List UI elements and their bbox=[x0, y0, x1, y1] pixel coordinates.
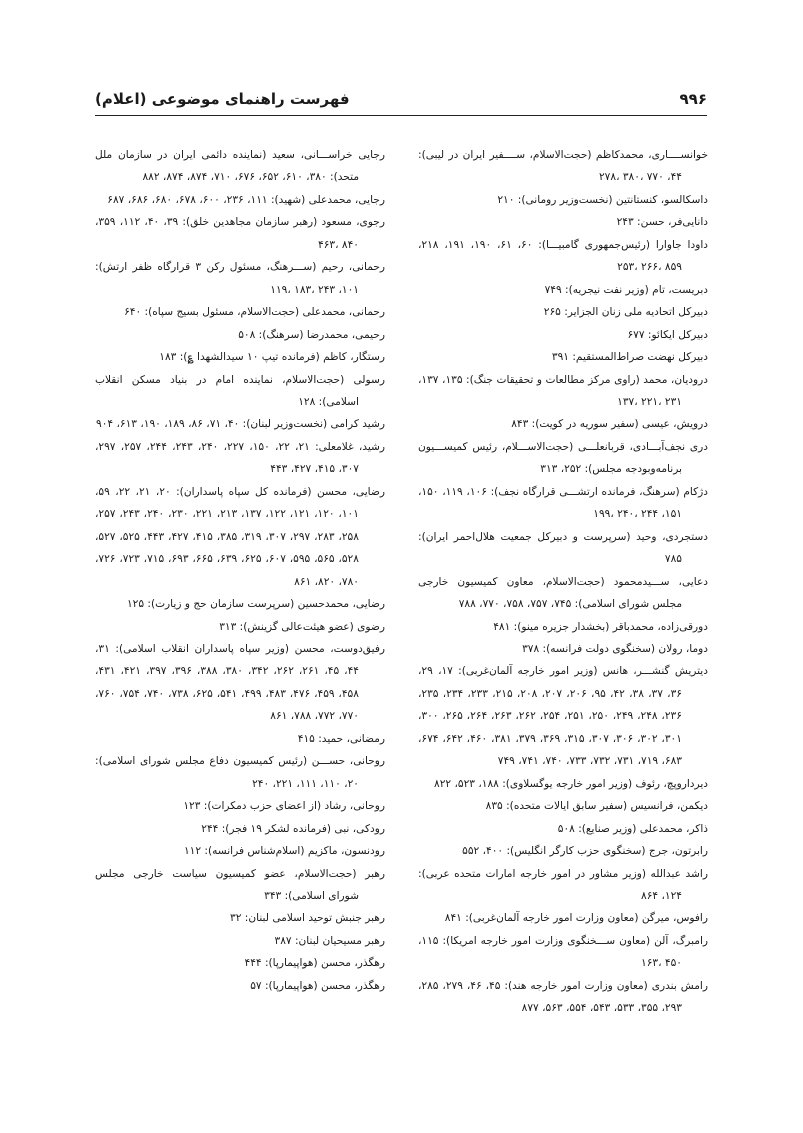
index-entry: رضوی (عضو هیئت‌عالی گزینش): ۳۱۳ bbox=[219, 620, 385, 633]
index-entry: روحانی، حســـن (رئیس کمیسیون دفاع مجلس شورای اسلامی): ۲۰، ۱۱۰، ۱۱۱، ۲۲۱، ۲۴۰ bbox=[95, 755, 385, 790]
index-entry: رستگار، کاظم (فرمانده تیپ ۱۰ سیدالشهدا ؏): ۱۸۳ bbox=[159, 351, 385, 364]
index-entry: رهگذر، محسن (هواپیمارپا): ۵۷ bbox=[250, 979, 385, 992]
index-entry: دژکام (سرهنگ، فرمانده ارتشـــی قرارگاه نجف): ۱۰۶، ۱۱۹، ۱۵۰، ۱۵۱، ۲۴۴ ،۲۴۰ ،۱۹۹ bbox=[418, 485, 708, 521]
index-entry: رسولی (حجت‌الاسلام، نماینده امام در بنیاد مسکن انقلاب اسلامی): ۱۲۸ bbox=[95, 373, 385, 408]
index-entry: دیرداروپچ، رئوف (وزیر امور خارجه یوگسلاوی): ۱۸۸، ۵۲۳، ۸۲۲ bbox=[434, 777, 708, 790]
index-entry: رحمانی، محمدعلی (حجت‌الاسلام، مسئول بسیج سپاه): ۶۴۰ bbox=[124, 306, 385, 319]
index-entry: دستجردی، وحید (سرپرست و دبیرکل جمعیت هلال‌احمر ایران): ۷۸۵ bbox=[418, 530, 708, 566]
index-entry: رجوی، مسعود (رهبر سازمان مجاهدین خلق): ۳۹، ۴۰، ۱۱۲، ۳۵۹، ۸۴۰ ،۴۶۳ bbox=[95, 216, 385, 251]
index-column-right bbox=[418, 144, 708, 1020]
index-entry: رامش بندری (معاون وزارت امور خارجه هند): ۴۵، ۴۶، ۲۷۹، ۲۸۵، ۲۹۳، ۳۵۵، ۵۳۳، ۵۴۳، ۵۵۴، ۵۶۳، ۸۷۷ bbox=[418, 979, 708, 1015]
index-entry: رضایی، محمدحسین (سرپرست سازمان حج و زیارت): ۱۲۵ bbox=[126, 598, 385, 611]
index-entry: دری نجف‌آبـــادی، قربانعلـــی (حجت‌الاســـلام، رئیس کمیســـیون برنامه‌وبودجه مجلس): ۲۵۲، ۳۱۳ bbox=[418, 440, 708, 476]
index-entry: رحیمی، محمدرضا (سرهنگ): ۵۰۸ bbox=[238, 328, 385, 341]
index-entry: داسکالسو، کنستانتین (نخست‌وزیر رومانی): ۲۱۰ bbox=[497, 193, 708, 206]
index-entry: درودیان، محمد (راوی مرکز مطالعات و تحقیقات جنگ): ۱۳۵، ۱۳۷، ۲۳۱ ،۲۲۱ ،۱۳۷ bbox=[418, 373, 708, 408]
index-entry: رجایی، محمدعلی (شهید): ۱۱۱، ۲۳۶، ۶۰۰، ۶۷۸، ۶۸۰، ۶۸۶، ۶۸۷ bbox=[107, 193, 385, 206]
index-entry: رهبر مسیحیان لبنان: ۳۸۷ bbox=[274, 934, 385, 947]
index-entry: رشید، غلامعلی: ۲۱، ۲۲، ۱۵۰، ۲۲۷، ۲۴۰، ۲۴۳، ۲۴۴، ۲۵۷، ۲۹۷، ۳۰۷، ۴۱۵، ۴۲۷، ۴۴۳ bbox=[95, 440, 386, 476]
index-entry: دورقی‌زاده، محمدباقر (بخشدار جزیره مینو): ۴۸۱ bbox=[493, 620, 708, 633]
index-entry: رشید کرامی (نخست‌وزیر لبنان): ۴۰، ۷۱، ۸۶، ۱۸۹، ۱۹۰، ۶۱۳، ۹۰۴ bbox=[96, 418, 385, 431]
index-entry: رودنسون، ماکزیم (اسلام‌شناس فرانسه): ۱۱۲ bbox=[183, 845, 385, 858]
index-entry: رمضانی، حمید: ۴۱۵ bbox=[297, 732, 385, 745]
index-entry: رهبر (حجت‌الاسلام، عضو کمیسیون سیاست خارجی مجلس شورای اسلامی): ۳۴۳ bbox=[95, 867, 385, 902]
index-entry: رامبرگ، آلن (معاون ســـخنگوی وزارت امور خارجه امریکا): ۱۱۵، ۴۵۰ ،۱۶۳ bbox=[418, 934, 708, 970]
index-column-left bbox=[95, 144, 385, 997]
page-number: ۹۹۶ bbox=[679, 90, 707, 108]
index-entry: دانایی‌فر، حسن: ۲۴۳ bbox=[616, 216, 708, 229]
index-entry: روحانی، رشاد (از اعضای حزب دمکرات): ۱۲۳ bbox=[183, 800, 385, 813]
index-entry: خوانســــاری، محمدکاظم (حجت‌الاسلام، ســــفیر ایران در لیبی): ۴۴، ۷۷۰ ،۳۸۰ ،۲۷۸ bbox=[418, 149, 708, 184]
index-entry: دوما، رولان (سخنگوی دولت فرانسه): ۳۷۸ bbox=[522, 642, 708, 655]
index-entry: دیتریش گنشـــر، هانس (وزیر امور خارجه آلمان‌غربی): ۱۷، ۲۹، ۳۶، ۳۷، ۳۸، ۴۲، ۹۵، ۲۰۶، ۲۰۷، ۲۰۸، ۲۱۵، ۲۳۳، ۲۳۴، ۲۳۵، ۲۳۶، ۲۴۸، ۲۴۹، ۲۵۰، ۲۵۱، ۲۵۴، ۲۶۲، ۲۶۳، ۲۶۴، ۲۶۵، ۳۰۰، ۳۰۱، ۳۰۲، ۳۰۶، ۳۰۷، ۳۱۵، ۳۶۹، ۳۷۹، ۳۸۱، ۴۶۰، ۶۴۲، ۶۷۴، ۶۸۳، ۷۱۹، ۷۳۱، ۷۳۲، ۷۳۳، ۷۴۰، ۷۴۱، ۷۴۹ bbox=[418, 665, 708, 768]
index-entry: ذاکر، محمدعلی (وزیر صنایع): ۵۰۸ bbox=[557, 822, 708, 835]
page-header bbox=[95, 88, 707, 116]
index-entry: رفیق‌دوست، محسن (وزیر سپاه پاسداران انقلاب اسلامی): ۳۱، ۴۴، ۴۵، ۲۶۱، ۲۶۲، ۳۴۲، ۳۸۰، ۳۸۸، ۳۹۶، ۳۹۷، ۴۲۱، ۴۳۱، ۴۵۸، ۴۵۹، ۴۷۶، ۴۸۳، ۴۹۹، ۵۴۱، ۶۲۵، ۷۳۸، ۷۴۰، ۷۵۴، ۷۶۰، ۷۷۰، ۷۷۲، ۷۸۸، ۸۶۱ bbox=[95, 642, 385, 723]
index-entry: دعایی، ســـیدمحمود (حجت‌الاسلام، معاون کمیسیون خارجی مجلس شورای اسلامی): ۷۴۵، ۷۵۷، ۷۵۸، ۷۷۰، ۷۸۸ bbox=[418, 575, 708, 611]
index-entry: دبیرکل اتحادیه ملی زنان الجزایر: ۲۶۵ bbox=[543, 306, 708, 319]
index-entry: درویش، عیسی (سفیر سوریه در کویت): ۸۴۳ bbox=[511, 418, 708, 431]
index-entry: رحمانی، رحیم (ســـرهنگ، مسئول رکن ۳ قرارگاه ظفر ارتش): ۱۰۱، ۲۴۳ ،۱۸۳ ،۱۱۹ bbox=[95, 261, 385, 296]
index-entry: دبیرکل ایکائو: ۶۷۷ bbox=[627, 328, 708, 341]
index-entry: رودکی، نبی (فرمانده لشکر ۱۹ فجر): ۲۴۴ bbox=[201, 822, 385, 835]
index-entry: دیکمن، فرانسیس (سفیر سابق ایالات متحده): ۸۳۵ bbox=[485, 800, 708, 813]
index-entry: رهبر جنبش توحید اسلامی لبنان: ۳۲ bbox=[230, 912, 385, 925]
index-entry: دبریست، تام (وزیر نفت نیجریه): ۷۴۹ bbox=[544, 283, 708, 296]
index-entry: داودا جاوارا (رئیس‌جمهوری گامبیـــا): ۶۰، ۶۱، ۱۹۰، ۱۹۱، ۲۱۸، ۸۵۹ ،۲۶۶ ،۲۵۳ bbox=[418, 238, 708, 274]
index-entry: راشد عبدالله (وزیر مشاور در امور خارجه امارات متحده عربی): ۱۲۴، ۸۶۴ bbox=[418, 867, 708, 902]
index-entry: رجایی خراســـانی، سعید (نماینده دائمی ایران در سازمان ملل متحد): ۳۸۰، ۶۱۰، ۶۵۲، ۶۷۶، ۷۱۰، ۸۷۴، ۸۷۴، ۸۸۲ bbox=[95, 149, 385, 184]
index-entry: رافوس، میرگن (معاون وزارت امور خارجه آلمان‌غربی): ۸۴۱ bbox=[444, 912, 708, 925]
index-entry: رضایی، محسن (فرمانده کل سپاه پاسداران): ۲۰، ۲۱، ۲۲، ۵۹، ۱۰۱، ۱۲۰، ۱۲۱، ۱۲۲، ۱۳۷، ۲۱۳، ۲۲۱، ۲۳۰، ۲۴۰، ۲۴۳، ۲۵۷، ۲۵۸، ۲۸۳، ۲۹۷، ۳۰۷، ۳۱۹، ۳۸۵، ۴۱۵، ۴۲۷، ۴۴۳، ۵۲۵، ۵۲۷، ۵۲۸، ۵۶۵، ۵۹۵، ۶۰۷، ۶۲۵، ۶۳۹، ۶۶۵، ۶۹۳، ۷۱۵، ۷۲۳، ۷۲۶، ۷۸۰، ۸۲۰، ۸۶۱ bbox=[95, 485, 385, 588]
page-title: فهرست راهنمای موضوعی (اعلام) bbox=[95, 90, 350, 108]
header-rule bbox=[95, 115, 707, 116]
index-entry: دبیرکل نهضت صراط‌المستقیم: ۳۹۱ bbox=[551, 351, 708, 364]
index-entry: رهگذر، محسن (هواپیمارپا): ۴۴۴ bbox=[244, 957, 385, 970]
index-entry: رابرتون، جرج (سخنگوی حزب کارگر انگلیس): ۴۰۰، ۵۵۲ bbox=[462, 845, 708, 858]
